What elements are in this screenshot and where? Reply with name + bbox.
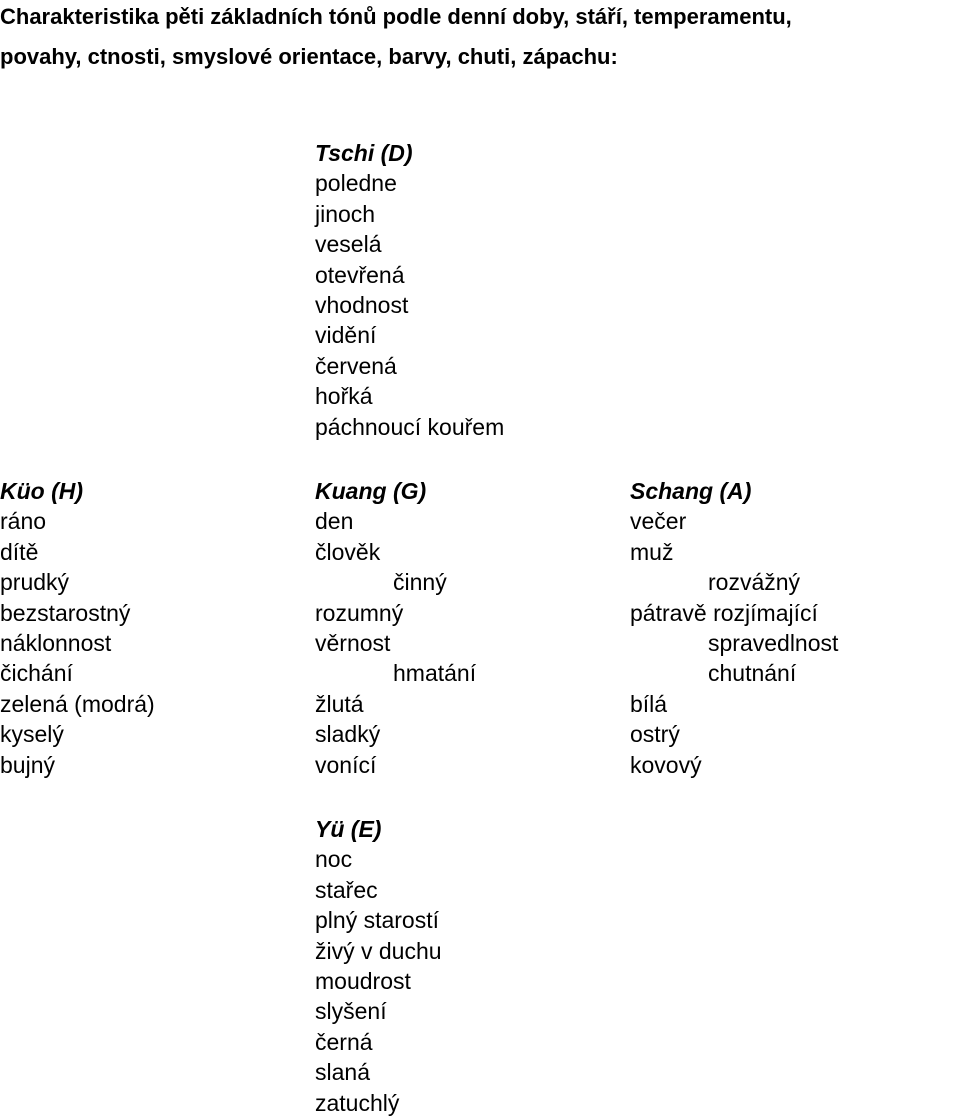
heading-line-1: Charakteristika pěti základních tónů podle denní doby, stáří, temperamentu, xyxy=(0,4,792,29)
tone-attribute: vhodnost xyxy=(315,291,409,318)
tone-attribute: kyselý xyxy=(0,721,64,748)
tone-attribute: stařec xyxy=(315,876,378,903)
tone-attribute: hořká xyxy=(315,383,373,410)
tone-attribute: pátravě rozjímající xyxy=(630,599,818,626)
tone-attribute: žlutá xyxy=(315,690,364,717)
tone-attribute: chutnání xyxy=(708,660,797,687)
heading-line-2: povahy, ctnosti, smyslové orientace, barvy, chuti, zápachu: xyxy=(0,44,618,69)
tone-attribute: člověk xyxy=(315,538,381,565)
tone-attribute: slyšení xyxy=(315,998,387,1025)
tone-block-schang xyxy=(630,476,838,780)
tone-attribute: vonící xyxy=(315,751,377,778)
tone-attribute: muž xyxy=(630,538,674,565)
tone-attribute: sladký xyxy=(315,721,381,748)
tone-block-yu xyxy=(315,814,442,1118)
tone-title: Kuang (G) xyxy=(315,478,427,504)
tone-attribute: vidění xyxy=(315,322,377,349)
tone-title: Tschi (D) xyxy=(315,140,413,166)
tone-attribute: hmatání xyxy=(393,660,477,687)
tone-attribute: spravedlnost xyxy=(708,629,839,656)
tone-attribute: čichání xyxy=(0,660,73,687)
tone-attribute: veselá xyxy=(315,231,382,258)
tone-attribute: bujný xyxy=(0,751,55,778)
tone-attribute: černá xyxy=(315,1028,373,1055)
tone-attribute: noc xyxy=(315,846,353,873)
tone-attribute: prudký xyxy=(0,569,70,596)
tone-attribute: kovový xyxy=(630,751,702,778)
tone-attribute: dítě xyxy=(0,538,39,565)
tone-title: Yü (E) xyxy=(315,816,382,842)
tone-attribute: den xyxy=(315,508,354,535)
tone-attribute: páchnoucí kouřem xyxy=(315,413,505,440)
tone-attribute: ráno xyxy=(0,508,47,535)
tone-attribute: plný starostí xyxy=(315,907,439,934)
tone-attribute: moudrost xyxy=(315,967,411,994)
tone-attribute: ostrý xyxy=(630,721,680,748)
tone-attribute: bílá xyxy=(630,690,668,717)
tone-attribute: náklonnost xyxy=(0,629,112,656)
tone-title: Schang (A) xyxy=(630,478,752,504)
tone-title: Küo (H) xyxy=(0,478,84,504)
tone-attribute: slaná xyxy=(315,1059,370,1086)
tone-attribute: jinoch xyxy=(315,200,376,227)
tone-attribute: večer xyxy=(630,508,687,535)
tone-attribute: bezstarostný xyxy=(0,599,131,626)
tone-attribute: zelená (modrá) xyxy=(0,690,155,717)
tone-block-tschi xyxy=(315,138,504,442)
tone-attribute: činný xyxy=(393,569,447,596)
tone-attribute: otevřená xyxy=(315,261,405,288)
tone-attribute: živý v duchu xyxy=(315,937,442,964)
tone-attribute: poledne xyxy=(315,170,397,197)
tone-attribute: rozvážný xyxy=(708,569,801,596)
tone-attribute: rozumný xyxy=(315,599,404,626)
tone-block-kuo xyxy=(0,476,155,780)
tone-block-kuang xyxy=(315,476,476,780)
tone-attribute: věrnost xyxy=(315,629,391,656)
tone-attribute: zatuchlý xyxy=(315,1089,400,1116)
tone-attribute: červená xyxy=(315,352,397,379)
